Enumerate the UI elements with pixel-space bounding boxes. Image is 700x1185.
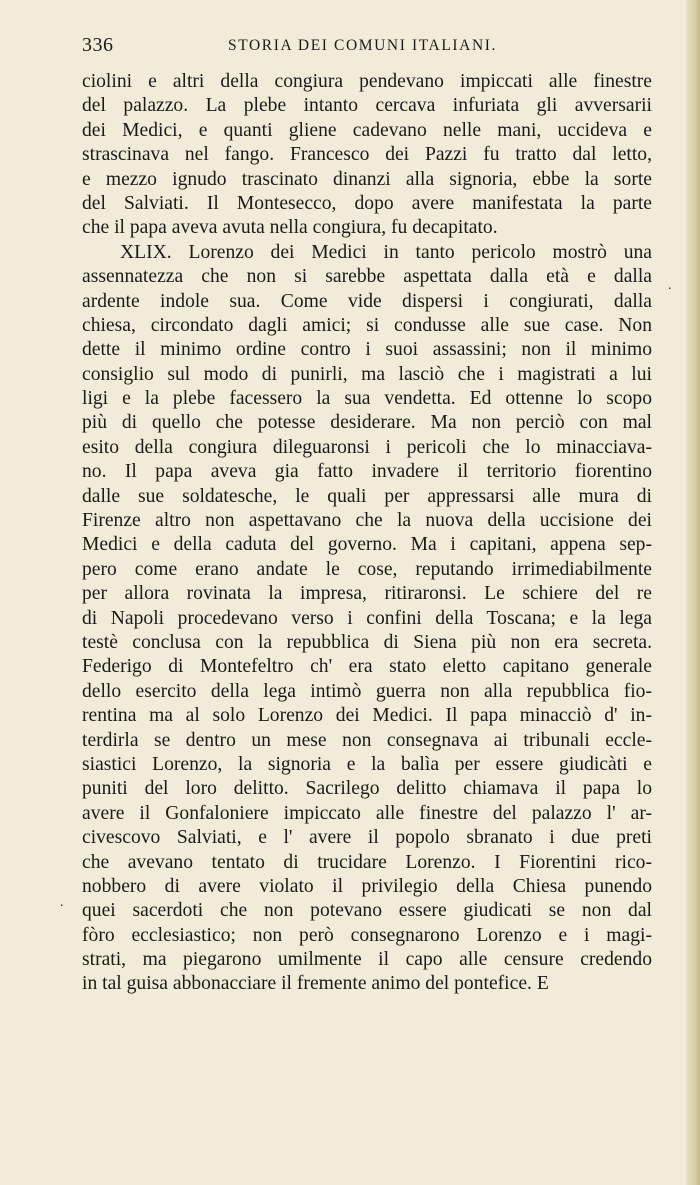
section-heading-line: XLIX. Lorenzo dei Medici in tanto pericolo mostrò una <box>120 241 652 263</box>
text-line: nobbero di avere violato il privilegio della Chiesa punendo <box>82 875 652 897</box>
text-line: strati, ma piegarono umilmente il capo alle censure credendo <box>82 949 652 971</box>
text-line: terdirla se dentro un mese non consegnava ai tribunali eccle- <box>82 729 652 751</box>
text-line: ligi e la plebe facessero la sua vendetta. Ed ottenne lo scopo <box>82 388 652 410</box>
text-line: ardente indole sua. Come vide dispersi i congiurati, dalla <box>82 290 652 312</box>
text-line: del palazzo. La plebe intanto cercava infuriata gli avversarii <box>82 95 652 117</box>
text-line: Federigo di Montefeltro ch' era stato eletto capitano generale <box>82 656 652 678</box>
text-line: dei Medici, e quanti gliene cadevano nelle mani, uccideva e <box>82 119 652 141</box>
text-line: testè conclusa con la repubblica di Siena più non era secreta. <box>82 631 652 653</box>
text-line: fòro ecclesiastico; non però consegnarono Lorenzo e i magi- <box>82 924 652 946</box>
text-line: assennatezza che non si sarebbe aspettata dalla età e dalla <box>82 266 652 288</box>
text-line: rentina ma al solo Lorenzo dei Medici. Il papa minacciò d' in- <box>82 705 652 727</box>
text-line: dello esercito della lega intimò guerra non alla repubblica fio- <box>82 680 652 702</box>
text-line: ciolini e altri della congiura pendevano impiccati alle finestre <box>82 71 652 92</box>
text-line: no. Il papa aveva gia fatto invadere il territorio fiorentino <box>82 461 652 483</box>
text-line: dalle sue soldatesche, le quali per appressarsi alle mura di <box>82 485 652 507</box>
body-text <box>82 70 652 997</box>
text-line: più di quello che potesse desiderare. Ma non perciò con mal <box>82 412 652 434</box>
text-line: del Salviati. Il Montesecco, dopo avere manifestata la parte <box>82 192 652 214</box>
text-line: per allora rovinata la impresa, ritiraronsi. Le schiere del re <box>82 583 652 605</box>
text-line: siastici Lorenzo, la signoria e la balìa per essere giudicàti e <box>82 753 652 775</box>
text-line: dette il minimo ordine contro i suoi assassini; non il minimo <box>82 339 652 361</box>
text-line: pero come erano andate le cose, reputando irrimediabilmente <box>82 558 652 580</box>
text-line: Firenze altro non aspettavano che la nuova della uccisione dei <box>82 510 652 532</box>
text-line: Medici e della caduta del governo. Ma i capitani, appena sep- <box>82 534 652 556</box>
margin-dot: . <box>60 895 64 910</box>
page-header <box>82 34 654 60</box>
text-line: strascinava nel fango. Francesco dei Pazzi fu tratto dal letto, <box>82 144 652 166</box>
text-line: civescovo Salviati, e l' avere il popolo sbranato i due preti <box>82 827 652 849</box>
text-line: consiglio sul modo di punirli, ma lasciò che i magistrati a lui <box>82 363 652 385</box>
margin-dot: . <box>668 278 672 293</box>
page-edge <box>686 0 700 1185</box>
text-line: di Napoli procedevano verso i confini della Toscana; e la lega <box>82 607 652 629</box>
text-line: chiesa, circondato dagli amici; si condusse alle sue case. Non <box>82 314 652 336</box>
text-line: puniti del loro delitto. Sacrilego delitto chiamava il papa lo <box>82 778 652 800</box>
text-line: quei sacerdoti che non potevano essere giudicati se non dal <box>82 900 652 922</box>
text-line: esito della congiura dileguaronsi i pericoli che lo minacciava- <box>82 436 652 458</box>
text-line: in tal guisa abbonacciare il fremente animo del pontefice. E <box>82 973 549 995</box>
text-line: avere il Gonfaloniere impiccato alle finestre del palazzo l' ar- <box>82 802 652 824</box>
text-line: che il papa aveva avuta nella congiura, fu decapitato. <box>82 217 498 239</box>
text-line: che avevano tentato di trucidare Lorenzo. I Fiorentini rico- <box>82 851 652 873</box>
page-number: 336 <box>82 34 114 56</box>
text-line: e mezzo ignudo trascinato dinanzi alla signoria, ebbe la sorte <box>82 168 652 190</box>
running-title: STORIA DEI COMUNI ITALIANI. <box>228 37 497 54</box>
